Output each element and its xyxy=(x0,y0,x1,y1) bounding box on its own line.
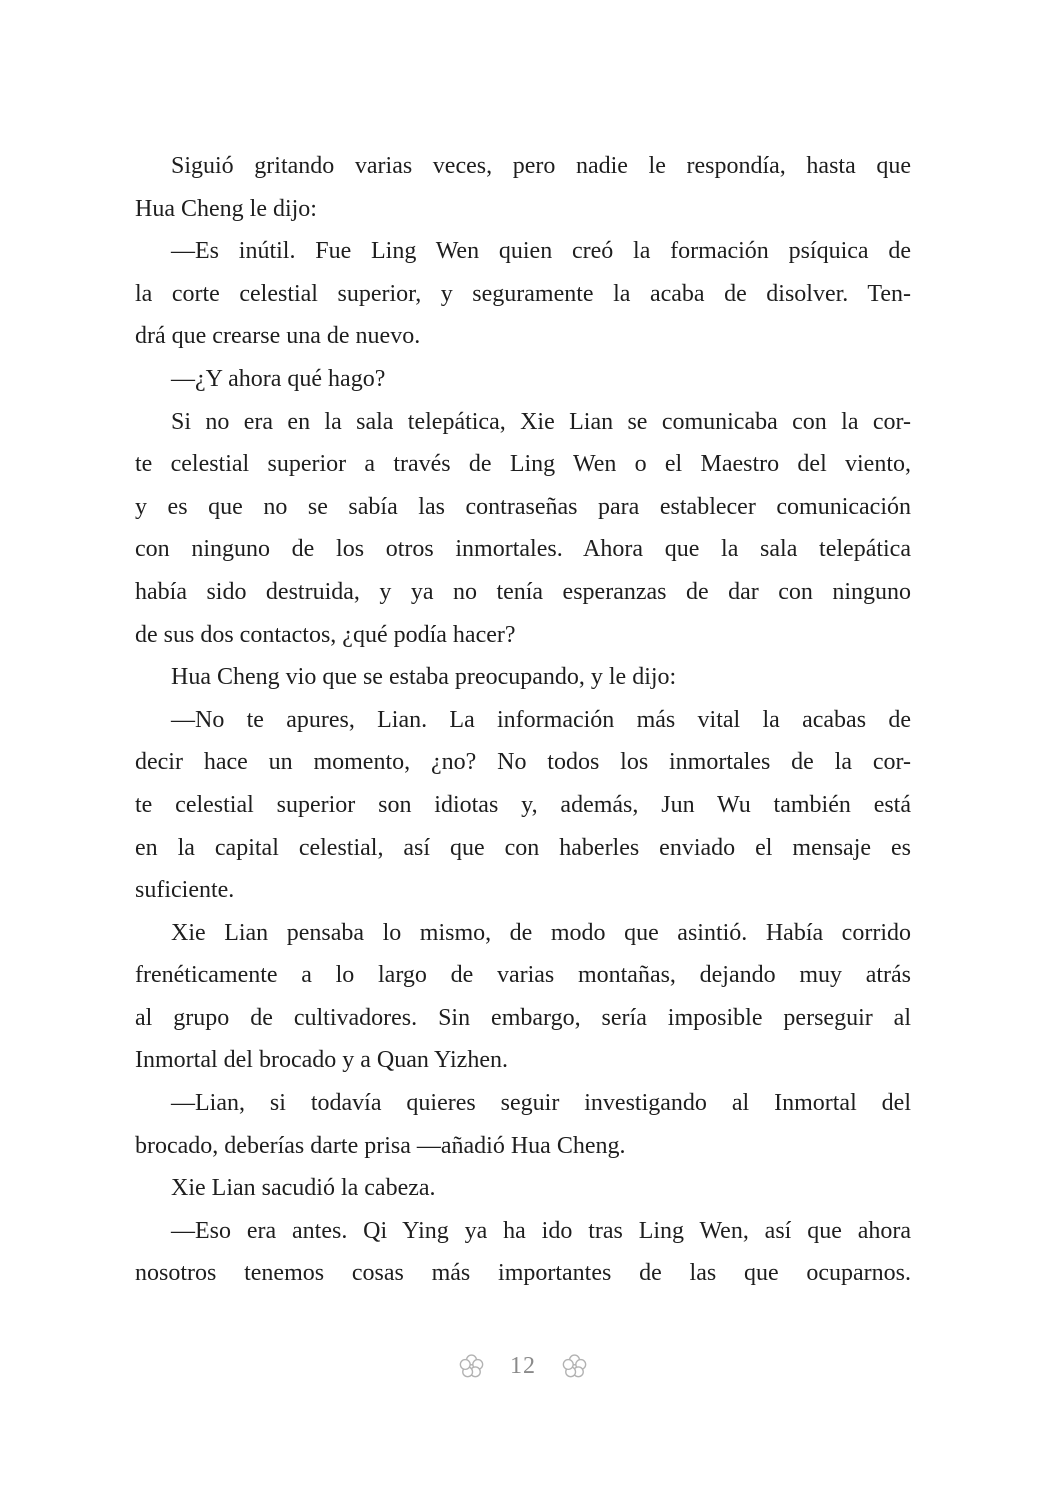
text-line: frenéticamente a lo largo de varias montañas, dejando muy atrás xyxy=(135,962,911,989)
text-line: al grupo de cultivadores. Sin embargo, sería imposible perseguir al xyxy=(135,1004,911,1031)
text-line: Hua Cheng vio que se estaba preocupando, y le dijo: xyxy=(171,664,677,691)
paragraph xyxy=(135,1082,911,1167)
text-line: Xie Lian pensaba lo mismo, de modo que asintió. Había corrido xyxy=(171,919,911,946)
paragraph xyxy=(135,912,911,1082)
florette-icon xyxy=(562,1354,587,1379)
text-line: Inmortal del brocado y a Quan Yizhen. xyxy=(135,1047,508,1074)
page-footer xyxy=(135,1348,911,1384)
text-line: Si no era en la sala telepática, Xie Lian se comunicaba con la cor- xyxy=(171,408,911,435)
paragraph xyxy=(135,699,911,912)
text-line: con ninguno de los otros inmortales. Ahora que la sala telepática xyxy=(135,536,911,563)
florette-icon xyxy=(459,1354,484,1379)
paragraph xyxy=(135,656,911,699)
text-line: Siguió gritando varias veces, pero nadie le respondía, hasta que xyxy=(171,153,911,179)
text-line: —¿Y ahora qué hago? xyxy=(171,365,386,392)
paragraph xyxy=(135,230,911,358)
text-line: drá que crearse una de nuevo. xyxy=(135,323,421,350)
text-line: suficiente. xyxy=(135,877,235,904)
text-line: Xie Lian sacudió la cabeza. xyxy=(171,1175,436,1202)
text-line: nosotros tenemos cosas más importantes de las que ocuparnos. xyxy=(135,1260,911,1287)
text-line: —Es inútil. Fue Ling Wen quien creó la formación psíquica de xyxy=(171,238,911,265)
paragraph xyxy=(135,401,911,657)
text-line: —No te apures, Lian. La información más vital la acabas de xyxy=(171,706,911,733)
text-line: la corte celestial superior, y seguramente la acaba de disolver. Ten- xyxy=(135,280,911,307)
text-line: —Lian, si todavía quieres seguir investigando al Inmortal del xyxy=(171,1090,911,1117)
paragraph xyxy=(135,358,911,401)
text-line: brocado, deberías darte prisa —añadió Hua Cheng. xyxy=(135,1132,626,1159)
text-line: había sido destruida, y ya no tenía esperanzas de dar con ninguno xyxy=(135,578,911,605)
page-number: 12 xyxy=(510,1353,536,1379)
text-line: te celestial superior son idiotas y, además, Jun Wu también está xyxy=(135,791,911,818)
paragraph xyxy=(135,1210,911,1295)
text-line: de sus dos contactos, ¿qué podía hacer? xyxy=(135,621,516,648)
text-column xyxy=(135,145,911,1295)
text-line: decir hace un momento, ¿no? No todos los inmortales de la cor- xyxy=(135,749,911,776)
text-line: y es que no se sabía las contraseñas para establecer comunicación xyxy=(135,493,911,520)
text-line: Hua Cheng le dijo: xyxy=(135,195,317,222)
text-line: te celestial superior a través de Ling Wen o el Maestro del viento, xyxy=(135,451,911,478)
paragraph xyxy=(135,1167,911,1210)
text-line: en la capital celestial, así que con haberles enviado el mensaje es xyxy=(135,834,911,861)
text-line: —Eso era antes. Qi Ying ya ha ido tras Ling Wen, así que ahora xyxy=(171,1217,911,1244)
paragraph xyxy=(135,145,911,230)
